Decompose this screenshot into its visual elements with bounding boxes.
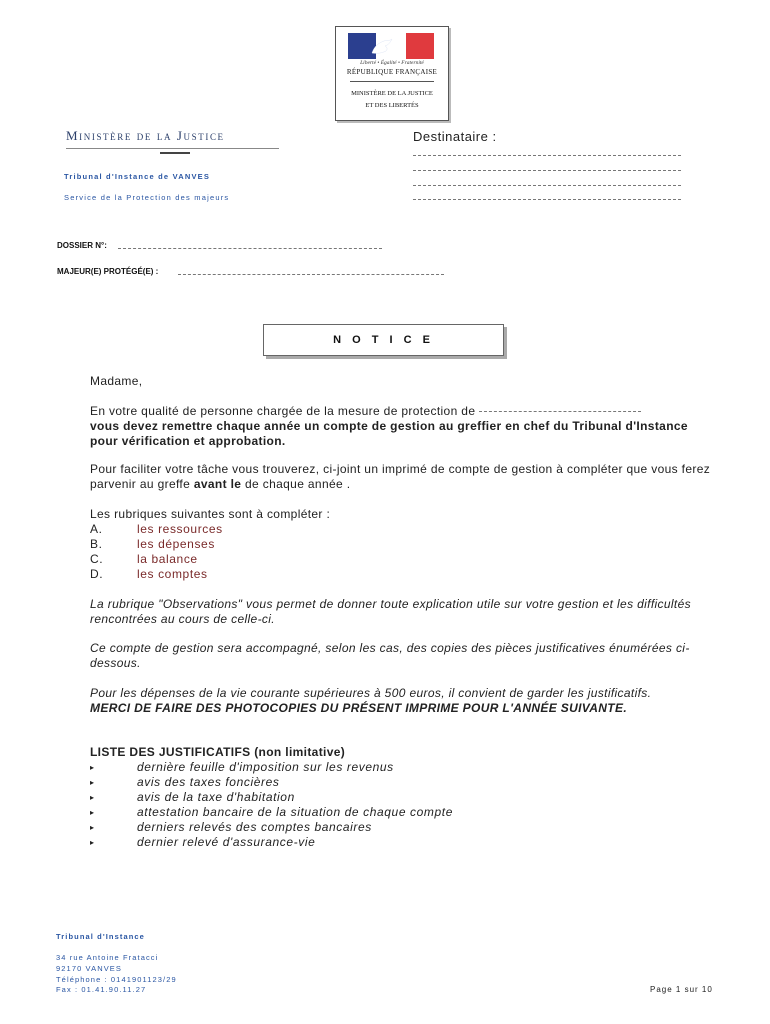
emblem-republique: RÉPUBLIQUE FRANÇAISE bbox=[346, 68, 438, 76]
notice-title-box bbox=[263, 324, 504, 356]
justificatif-item: dernier relevé d'assurance-vie bbox=[137, 835, 316, 849]
dossier-label: DOSSIER N°: bbox=[57, 241, 107, 250]
justificatif-item: dernière feuille d'imposition sur les revenus bbox=[137, 760, 394, 774]
bullet-icon: ▸ bbox=[90, 793, 95, 802]
rubrique-item bbox=[90, 567, 208, 581]
republique-emblem bbox=[335, 26, 449, 121]
footer-fax: Fax : 01.41.90.11.27 bbox=[56, 985, 147, 994]
destinataire-line-3[interactable] bbox=[413, 185, 681, 186]
emblem-divider bbox=[350, 81, 434, 82]
paragraph-observations: La rubrique "Observations" vous permet de donner toute explication utile sur votre gestion et les difficultés rencontrées au cours de celle-ci. bbox=[90, 597, 691, 626]
destinataire-label: Destinataire : bbox=[413, 129, 497, 144]
bullet-icon: ▸ bbox=[90, 823, 95, 832]
footer-address1: 34 rue Antoine Fratacci bbox=[56, 953, 159, 962]
bullet-icon: ▸ bbox=[90, 838, 95, 847]
protege-name-field[interactable] bbox=[479, 411, 641, 412]
justificatif-item: avis de la taxe d'habitation bbox=[137, 790, 295, 804]
rubrique-item bbox=[90, 552, 198, 566]
justificatif-item: attestation bancaire de la situation de chaque compte bbox=[137, 805, 453, 819]
paragraph-protection bbox=[90, 404, 715, 449]
rubrique-label: la balance bbox=[137, 552, 198, 566]
ministere-underline-accent bbox=[160, 152, 190, 154]
paragraph-protection-text: En votre qualité de personne chargée de la mesure de protection de bbox=[90, 404, 476, 418]
emblem-ministere-line2: ET DES LIBERTÉS bbox=[365, 102, 419, 109]
marianne-profile-icon bbox=[368, 37, 394, 55]
destinataire-line-2[interactable] bbox=[413, 170, 681, 171]
justificatif-item: avis des taxes foncières bbox=[137, 775, 280, 789]
ministere-heading: Ministère de la Justice bbox=[66, 128, 225, 143]
emblem-ministere-line1: MINISTÈRE DE LA JUSTICE bbox=[351, 90, 433, 97]
rubrique-letter: D. bbox=[90, 567, 104, 581]
destinataire-line-4[interactable] bbox=[413, 199, 681, 200]
paragraph-protection-bold: vous devez remettre chaque année un compte de gestion au greffier en chef du Tribunal d'Instance pour vérification et approbation. bbox=[90, 419, 688, 448]
ministere-underline bbox=[66, 148, 279, 149]
service-name: Service de la Protection des majeurs bbox=[64, 193, 230, 202]
dossier-field[interactable] bbox=[118, 248, 382, 249]
majeur-field[interactable] bbox=[178, 274, 444, 275]
rubrique-label: les dépenses bbox=[137, 537, 215, 551]
notice-title: N O T I C E bbox=[333, 334, 434, 346]
footer-address2: 92170 VANVES bbox=[56, 964, 123, 973]
bullet-icon: ▸ bbox=[90, 808, 95, 817]
paragraph-imprime-end: de chaque année . bbox=[241, 477, 351, 491]
destinataire-line-1[interactable] bbox=[413, 155, 681, 156]
justificatifs-title: LISTE DES JUSTIFICATIFS (non limitative) bbox=[90, 745, 346, 759]
paragraph-imprime bbox=[90, 462, 715, 492]
justificatif-item: derniers relevés des comptes bancaires bbox=[137, 820, 372, 834]
rubrique-letter: B. bbox=[90, 537, 103, 551]
tricolor-flag-logo bbox=[348, 33, 434, 59]
rubrique-label: les comptes bbox=[137, 567, 208, 581]
rubriques-intro: Les rubriques suivantes sont à compléter : bbox=[90, 507, 331, 521]
emblem-motto: Liberté • Égalité • Fraternité bbox=[360, 60, 424, 66]
photocopies-notice: MERCI DE FAIRE DES PHOTOCOPIES DU PRÉSENT IMPRIME POUR L'ANNÉE SUIVANTE. bbox=[90, 701, 628, 715]
footer-telephone: Téléphone : 0141901123/29 bbox=[56, 975, 177, 984]
paragraph-imprime-text: Pour faciliter votre tâche vous trouverez, ci-joint un imprimé de compte de gestion à compléter que vous ferez parvenir au greffe bbox=[90, 462, 711, 491]
footer-tribunal: Tribunal d'Instance bbox=[56, 932, 145, 941]
paragraph-depenses: Pour les dépenses de la vie courante supérieures à 500 euros, il convient de garder les justificatifs. bbox=[90, 686, 652, 700]
bullet-icon: ▸ bbox=[90, 763, 95, 772]
salutation: Madame, bbox=[90, 374, 143, 388]
paragraph-justificatives: Ce compte de gestion sera accompagné, selon les cas, des copies des pièces justificatives énumérées ci-dessous. bbox=[90, 641, 690, 670]
rubrique-label: les ressources bbox=[137, 522, 223, 536]
paragraph-imprime-bold: avant le bbox=[193, 477, 242, 491]
bullet-icon: ▸ bbox=[90, 778, 95, 787]
page-number: Page 1 sur 10 bbox=[650, 985, 713, 994]
rubrique-item bbox=[90, 537, 215, 551]
rubrique-letter: C. bbox=[90, 552, 104, 566]
rubrique-letter: A. bbox=[90, 522, 103, 536]
tribunal-name: Tribunal d'Instance de VANVES bbox=[64, 172, 211, 181]
rubrique-item bbox=[90, 522, 223, 536]
majeur-label: MAJEUR(E) PROTÉGÉ(E) : bbox=[57, 267, 159, 276]
